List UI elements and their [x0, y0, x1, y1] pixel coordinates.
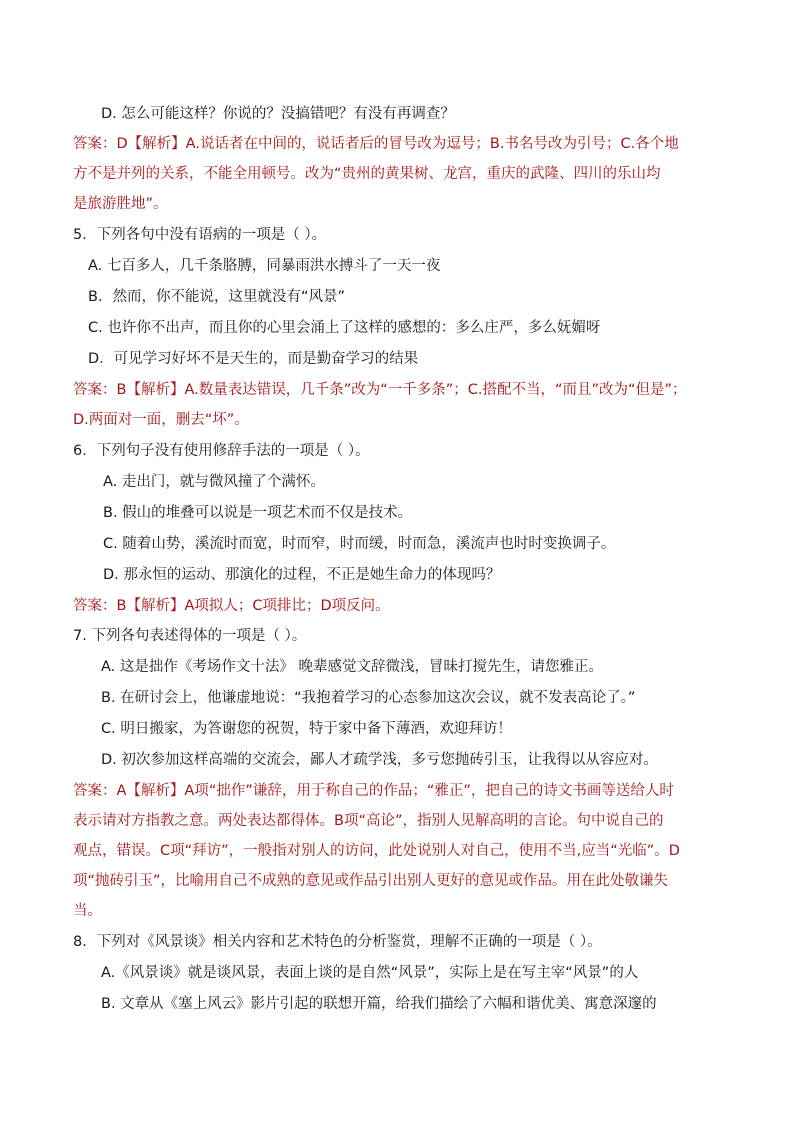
q6-option-c: C. 随着山势，溪流时而宽，时而窄，时而缓，时而急，溪流声也时时变换调子。	[103, 536, 616, 552]
q4-answer-line-2: 方不是并列的关系，不能全用顿号。改为“贵州的黄果树、龙宫，重庆的武隆、四川的乐山均	[73, 166, 661, 182]
q7-option-b: B. 在研讨会上，他谦虚地说：“我抱着学习的心态参加这次会议，就不发表高论了。”	[101, 690, 636, 706]
q6-option-d: D. 那永恒的运动、那演化的过程，不正是她生命力的体现吗？	[103, 567, 501, 583]
q6-option-b: B. 假山的堆叠可以说是一项艺术而不仅是技术。	[103, 505, 413, 521]
question-6: 6．下列句子没有使用修辞手法的一项是（ ）。	[73, 443, 370, 459]
q5-option-d: D．可见学习好坏不是天生的，而是勤奋学习的结果	[88, 351, 419, 367]
question-7: 7. 下列各句表述得体的一项是（ ）。	[73, 628, 307, 644]
q7-answer: 答案：A【解析】A项“拙作”谦辞，用于称自己的作品；“雅正”，把自己的诗文书画等送给人时	[73, 783, 674, 799]
q7-answer-line-5: 当。	[73, 903, 102, 919]
q5-option-a: A. 七百多人，几千条胳膊，同暴雨洪水搏斗了一天一夜	[88, 258, 441, 274]
q4-answer: 答案：D【解析】A.说话者在中间的，说话者后的冒号改为逗号；B.书名号改为引号；C.各个地	[73, 136, 679, 152]
q6-answer: 答案：B【解析】A项拟人；C项排比；D项反问。	[73, 598, 390, 614]
q6-option-a: A. 走出门，就与微风撞了个满怀。	[103, 474, 325, 490]
q7-option-a: A. 这是拙作《考场作文十法》 晚辈感觉文辞微浅，冒昧打搅先生，请您雅正。	[101, 659, 603, 675]
q7-answer-line-4: 项“抛砖引玉”，比喻用自己不成熟的意见或作品引出别人更好的意见或作品。用在此处敬谦失	[73, 873, 669, 889]
q7-answer-line-2: 表示请对方指教之意。两处表达都得体。B项“高论”，指别人见解高明的言论。句中说自己的	[73, 813, 664, 829]
q4-answer-line-3: 是旅游胜地”。	[73, 196, 168, 212]
q8-option-a: A.《风景谈》就是谈风景，表面上谈的是自然“风景”，实际上是在写主宰“风景”的人	[101, 965, 639, 981]
q5-option-b: B．然而，你不能说，这里就没有“风景”	[88, 289, 345, 305]
q7-answer-line-3: 观点，错误。C项“拜访”，一般指对别人的访问，此处说别人对自己，使用不当,应当“光临”。D	[73, 843, 680, 859]
q7-option-c: C. 明日搬家，为答谢您的祝贺，特于家中备下薄酒，欢迎拜访！	[101, 721, 512, 737]
q5-answer-line-2: D.两面对一面，删去“坏”。	[73, 412, 249, 428]
question-8: 8．下列对《风景谈》相关内容和艺术特色的分析鉴赏，理解不正确的一项是（ ）。	[73, 934, 602, 950]
q4-option-d: D. 怎么可能这样？你说的？没搞错吧？有没有再调查？	[101, 106, 455, 122]
q7-option-d: D. 初次参加这样高端的交流会，鄙人才疏学浅，多亏您抛砖引玉，让我得以从容应对。	[101, 752, 658, 768]
question-5: 5．下列各句中没有语病的一项是（ ）。	[73, 227, 327, 243]
q5-option-c: C. 也许你不出声，而且你的心里会涌上了这样的感想的：多么庄严，多么妩媚呀	[88, 320, 601, 336]
q8-option-b: B. 文章从《塞上风云》影片引起的联想开篇，给我们描绘了六幅和谐优美、寓意深邃的	[101, 996, 657, 1012]
q5-answer: 答案：B【解析】A.数量表达错误，几千条”改为“一千多条”；C.搭配不当，“而且”改为“但是”；	[73, 382, 687, 398]
